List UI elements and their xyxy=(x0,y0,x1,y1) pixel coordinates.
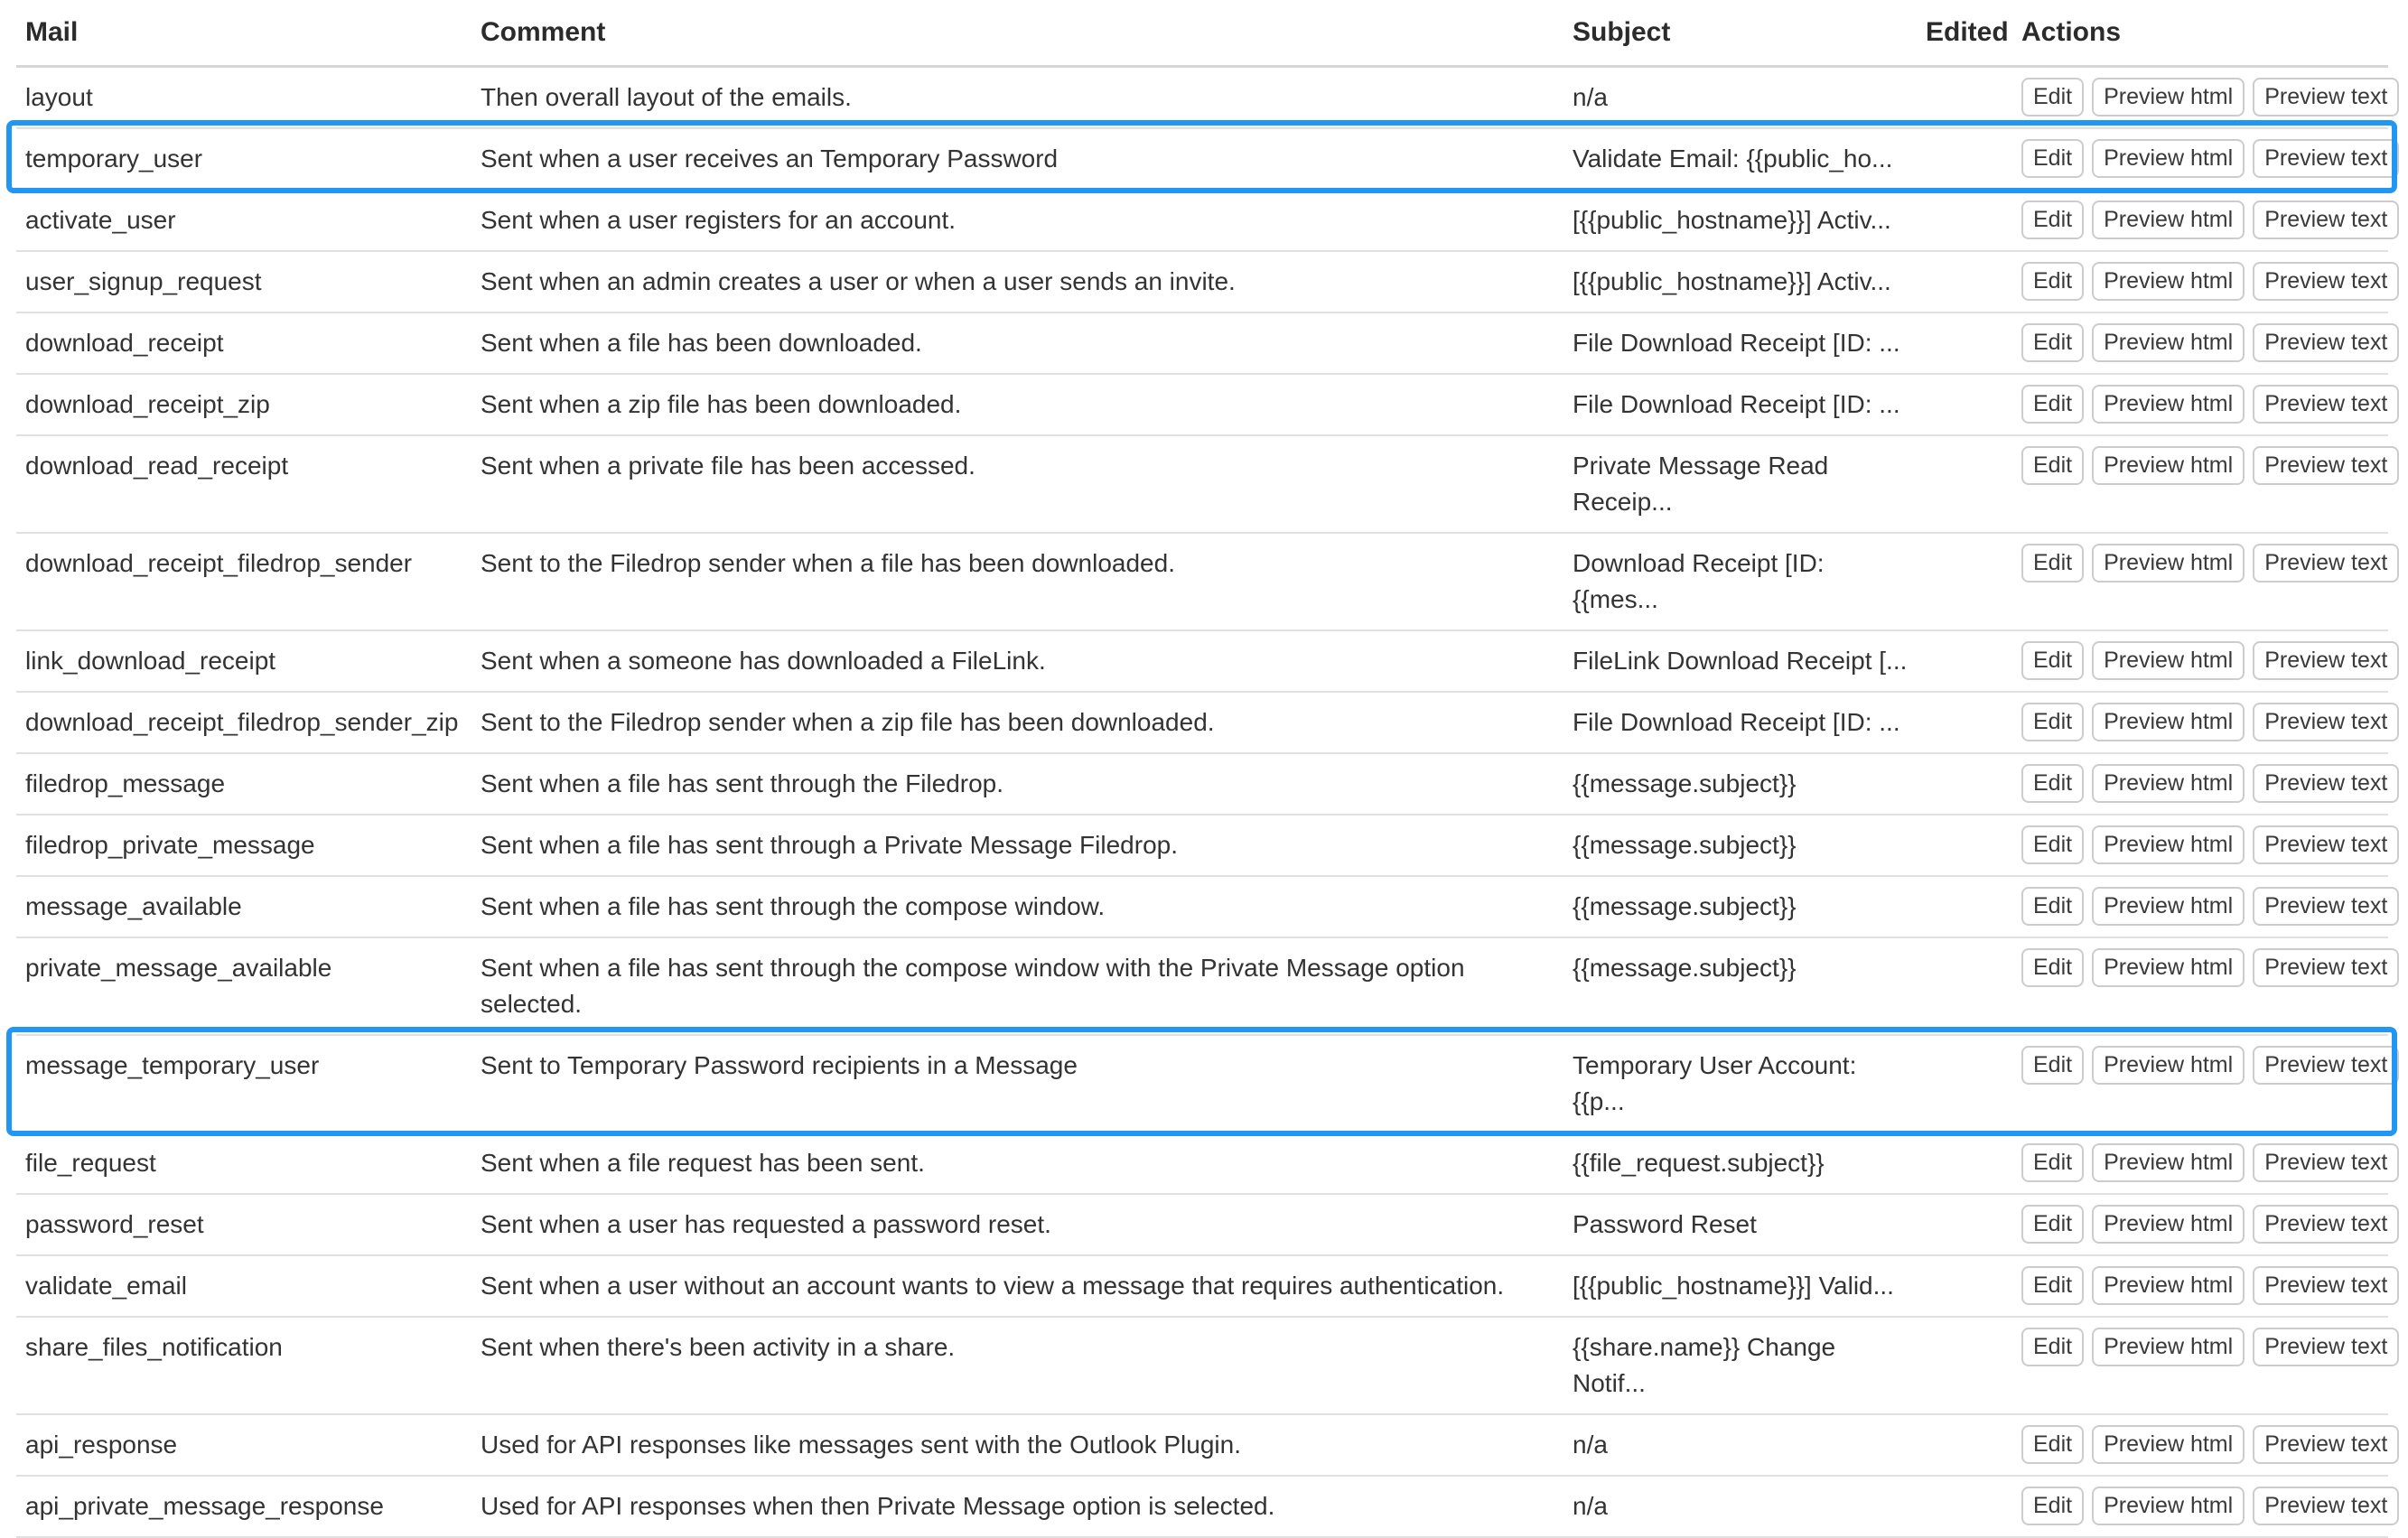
cell-mail: api_response xyxy=(25,1431,178,1459)
cell-mail: filedrop_message xyxy=(25,769,226,797)
cell-actions xyxy=(2012,436,2388,532)
cell-edited xyxy=(1917,129,2012,189)
edit-button[interactable]: Edit xyxy=(2021,1328,2084,1366)
table-row xyxy=(16,534,2388,631)
cell-actions xyxy=(2012,1256,2388,1316)
preview-html-button[interactable]: Preview html xyxy=(2092,948,2245,987)
table-row xyxy=(16,1415,2388,1477)
col-header-actions: Actions xyxy=(2021,17,2122,47)
table-row xyxy=(16,191,2388,252)
cell-subject: [{{public_hostname}}] Activ... xyxy=(1573,267,1891,295)
cell-comment: Sent to the Filedrop sender when a zip file has been downloaded. xyxy=(481,708,1215,736)
cell-edited xyxy=(1917,1036,2012,1132)
cell-subject: File Download Receipt [ID: ... xyxy=(1573,708,1900,736)
preview-text-button[interactable]: Preview text xyxy=(2253,1266,2399,1305)
preview-text-button[interactable]: Preview text xyxy=(2253,544,2399,583)
cell-actions xyxy=(2012,1318,2388,1413)
cell-comment: Then overall layout of the emails. xyxy=(481,83,852,111)
edit-button[interactable]: Edit xyxy=(2021,1143,2084,1182)
table-row xyxy=(16,1133,2388,1195)
edit-button[interactable]: Edit xyxy=(2021,446,2084,485)
edit-button[interactable]: Edit xyxy=(2021,1425,2084,1464)
edit-button[interactable]: Edit xyxy=(2021,764,2084,803)
cell-subject: Private Message Read Receip... xyxy=(1573,452,1829,516)
preview-html-button[interactable]: Preview html xyxy=(2092,1205,2245,1244)
cell-edited xyxy=(1917,877,2012,937)
edit-button[interactable]: Edit xyxy=(2021,641,2084,680)
preview-html-button[interactable]: Preview html xyxy=(2092,139,2245,178)
cell-comment: Sent to Temporary Password recipients in a Message xyxy=(481,1051,1078,1079)
preview-text-button[interactable]: Preview text xyxy=(2253,262,2399,301)
preview-html-button[interactable]: Preview html xyxy=(2092,825,2245,864)
table-row xyxy=(16,313,2388,375)
preview-html-button[interactable]: Preview html xyxy=(2092,385,2245,424)
cell-comment: Sent when a file has been downloaded. xyxy=(481,329,922,357)
preview-html-button[interactable]: Preview html xyxy=(2092,1328,2245,1366)
cell-actions xyxy=(2012,129,2388,189)
preview-text-button[interactable]: Preview text xyxy=(2253,1328,2399,1366)
preview-text-button[interactable]: Preview text xyxy=(2253,825,2399,864)
preview-text-button[interactable]: Preview text xyxy=(2253,887,2399,926)
cell-edited xyxy=(1917,1318,2012,1413)
cell-edited xyxy=(1917,252,2012,312)
cell-actions xyxy=(2012,631,2388,691)
cell-subject: Password Reset xyxy=(1573,1210,1757,1238)
cell-edited xyxy=(1917,436,2012,532)
cell-subject: {{message.subject}} xyxy=(1573,831,1797,859)
cell-actions xyxy=(2012,1477,2388,1536)
table-row xyxy=(16,1256,2388,1318)
cell-comment: Sent when a file has sent through the compose window with the Private Message option selected. xyxy=(481,954,1465,1018)
header-row xyxy=(16,0,2388,68)
cell-actions xyxy=(2012,534,2388,629)
cell-comment: Used for API responses when then Private Message option is selected. xyxy=(481,1492,1275,1520)
cell-actions xyxy=(2012,252,2388,312)
preview-html-button[interactable]: Preview html xyxy=(2092,887,2245,926)
table-row xyxy=(16,1477,2388,1538)
edit-button[interactable]: Edit xyxy=(2021,139,2084,178)
preview-html-button[interactable]: Preview html xyxy=(2092,323,2245,362)
cell-mail: download_receipt xyxy=(25,329,224,357)
cell-edited xyxy=(1917,191,2012,250)
col-header-edited: Edited xyxy=(1926,17,2009,47)
cell-mail: temporary_user xyxy=(25,144,203,172)
cell-comment: Sent when an admin creates a user or when a user sends an invite. xyxy=(481,267,1236,295)
edit-button[interactable]: Edit xyxy=(2021,1046,2084,1085)
cell-comment: Sent to the Filedrop sender when a file has been downloaded. xyxy=(481,549,1175,577)
cell-mail: link_download_receipt xyxy=(25,647,276,675)
cell-mail: download_read_receipt xyxy=(25,452,289,480)
cell-subject: Validate Email: {{public_ho... xyxy=(1573,144,1893,172)
preview-text-button[interactable]: Preview text xyxy=(2253,200,2399,239)
edit-button[interactable]: Edit xyxy=(2021,825,2084,864)
table-row xyxy=(16,816,2388,877)
cell-comment: Sent when a user has requested a password reset. xyxy=(481,1210,1051,1238)
cell-mail: message_available xyxy=(25,892,242,920)
cell-subject: [{{public_hostname}}] Activ... xyxy=(1573,206,1891,234)
cell-mail: user_signup_request xyxy=(25,267,262,295)
cell-edited xyxy=(1917,816,2012,875)
preview-html-button[interactable]: Preview html xyxy=(2092,641,2245,680)
preview-html-button[interactable]: Preview html xyxy=(2092,1046,2245,1085)
cell-actions xyxy=(2012,1195,2388,1254)
cell-edited xyxy=(1917,631,2012,691)
cell-comment: Sent when a file has sent through the compose window. xyxy=(481,892,1106,920)
edit-button[interactable]: Edit xyxy=(2021,703,2084,741)
cell-actions xyxy=(2012,1415,2388,1475)
preview-html-button[interactable]: Preview html xyxy=(2092,1266,2245,1305)
cell-edited xyxy=(1917,754,2012,814)
cell-edited xyxy=(1917,313,2012,373)
edit-button[interactable]: Edit xyxy=(2021,1205,2084,1244)
cell-actions xyxy=(2012,375,2388,434)
col-header-subject: Subject xyxy=(1573,17,1671,47)
cell-actions xyxy=(2012,1133,2388,1193)
preview-html-button[interactable]: Preview html xyxy=(2092,1487,2245,1525)
cell-edited xyxy=(1917,1415,2012,1475)
preview-html-button[interactable]: Preview html xyxy=(2092,446,2245,485)
table-row xyxy=(16,631,2388,693)
table-row xyxy=(16,1036,2388,1133)
cell-mail: share_files_notification xyxy=(25,1333,283,1361)
cell-mail: activate_user xyxy=(25,206,176,234)
edit-button[interactable]: Edit xyxy=(2021,262,2084,301)
cell-actions xyxy=(2012,754,2388,814)
cell-edited xyxy=(1917,375,2012,434)
table-row xyxy=(16,129,2388,191)
table-row xyxy=(16,375,2388,436)
table-row xyxy=(16,877,2388,938)
cell-subject: n/a xyxy=(1573,1431,1608,1459)
cell-edited xyxy=(1917,534,2012,629)
cell-comment: Sent when a file has sent through the Filedrop. xyxy=(481,769,1004,797)
preview-text-button[interactable]: Preview text xyxy=(2253,1425,2399,1464)
cell-mail: layout xyxy=(25,83,93,111)
edit-button[interactable]: Edit xyxy=(2021,887,2084,926)
edit-button[interactable]: Edit xyxy=(2021,948,2084,987)
cell-edited xyxy=(1917,1133,2012,1193)
cell-comment: Sent when a someone has downloaded a FileLink. xyxy=(481,647,1046,675)
cell-comment: Sent when a user receives an Temporary Password xyxy=(481,144,1059,172)
edit-button[interactable]: Edit xyxy=(2021,323,2084,362)
preview-html-button[interactable]: Preview html xyxy=(2092,1425,2245,1464)
cell-mail: private_message_available xyxy=(25,954,332,982)
cell-subject: n/a xyxy=(1573,83,1608,111)
edit-button[interactable]: Edit xyxy=(2021,200,2084,239)
cell-edited xyxy=(1917,938,2012,1034)
cell-mail: message_temporary_user xyxy=(25,1051,320,1079)
preview-text-button[interactable]: Preview text xyxy=(2253,703,2399,741)
preview-text-button[interactable]: Preview text xyxy=(2253,948,2399,987)
cell-mail: api_private_message_response xyxy=(25,1492,384,1520)
col-header-mail: Mail xyxy=(25,17,79,47)
cell-mail: file_request xyxy=(25,1149,156,1177)
preview-html-button[interactable]: Preview html xyxy=(2092,703,2245,741)
preview-text-button[interactable]: Preview text xyxy=(2253,323,2399,362)
table-body xyxy=(16,68,2388,1538)
cell-subject: {{message.subject}} xyxy=(1573,769,1797,797)
cell-comment: Sent when there's been activity in a share. xyxy=(481,1333,956,1361)
cell-mail: download_receipt_zip xyxy=(25,390,270,418)
cell-mail: download_receipt_filedrop_sender_zip xyxy=(25,708,459,736)
cell-subject: File Download Receipt [ID: ... xyxy=(1573,390,1900,418)
cell-edited xyxy=(1917,68,2012,127)
cell-mail: password_reset xyxy=(25,1210,204,1238)
cell-subject: Temporary User Account: {{p... xyxy=(1573,1051,1857,1115)
cell-actions xyxy=(2012,938,2388,1034)
preview-html-button[interactable]: Preview html xyxy=(2092,764,2245,803)
cell-actions xyxy=(2012,191,2388,250)
preview-text-button[interactable]: Preview text xyxy=(2253,641,2399,680)
preview-text-button[interactable]: Preview text xyxy=(2253,1205,2399,1244)
cell-comment: Sent when a file has sent through a Private Message Filedrop. xyxy=(481,831,1178,859)
preview-text-button[interactable]: Preview text xyxy=(2253,1487,2399,1525)
col-header-comment: Comment xyxy=(481,17,606,47)
table-row xyxy=(16,68,2388,129)
cell-actions xyxy=(2012,313,2388,373)
email-templates-table xyxy=(16,0,2388,1538)
cell-subject: {{file_request.subject}} xyxy=(1573,1149,1825,1177)
table-row xyxy=(16,938,2388,1036)
cell-comment: Sent when a zip file has been downloaded. xyxy=(481,390,962,418)
cell-comment: Sent when a user without an account wants to view a message that requires authentication. xyxy=(481,1272,1505,1300)
preview-html-button[interactable]: Preview html xyxy=(2092,1143,2245,1182)
cell-subject: {{message.subject}} xyxy=(1573,954,1797,982)
preview-text-button[interactable]: Preview text xyxy=(2253,1143,2399,1182)
preview-html-button[interactable]: Preview html xyxy=(2092,544,2245,583)
cell-actions xyxy=(2012,877,2388,937)
table-row xyxy=(16,693,2388,754)
cell-comment: Used for API responses like messages sent with the Outlook Plugin. xyxy=(481,1431,1241,1459)
table-row xyxy=(16,1195,2388,1256)
table-row xyxy=(16,436,2388,534)
edit-button[interactable]: Edit xyxy=(2021,1487,2084,1525)
cell-subject: FileLink Download Receipt [... xyxy=(1573,647,1908,675)
edit-button[interactable]: Edit xyxy=(2021,78,2084,117)
cell-mail: validate_email xyxy=(25,1272,187,1300)
preview-text-button[interactable]: Preview text xyxy=(2253,385,2399,424)
cell-mail: filedrop_private_message xyxy=(25,831,315,859)
cell-edited xyxy=(1917,1477,2012,1536)
table-row xyxy=(16,252,2388,313)
preview-text-button[interactable]: Preview text xyxy=(2253,446,2399,485)
edit-button[interactable]: Edit xyxy=(2021,1266,2084,1305)
cell-actions xyxy=(2012,1036,2388,1132)
edit-button[interactable]: Edit xyxy=(2021,544,2084,583)
cell-comment: Sent when a private file has been accessed. xyxy=(481,452,975,480)
cell-subject: Download Receipt [ID: {{mes... xyxy=(1573,549,1825,613)
preview-html-button[interactable]: Preview html xyxy=(2092,262,2245,301)
table-row xyxy=(16,1318,2388,1415)
cell-actions xyxy=(2012,693,2388,752)
preview-text-button[interactable]: Preview text xyxy=(2253,1046,2399,1085)
cell-subject: {{message.subject}} xyxy=(1573,892,1797,920)
cell-edited xyxy=(1917,1195,2012,1254)
edit-button[interactable]: Edit xyxy=(2021,385,2084,424)
cell-edited xyxy=(1917,693,2012,752)
table-row xyxy=(16,754,2388,816)
preview-html-button[interactable]: Preview html xyxy=(2092,200,2245,239)
cell-actions xyxy=(2012,816,2388,875)
preview-text-button[interactable]: Preview text xyxy=(2253,764,2399,803)
cell-comment: Sent when a file request has been sent. xyxy=(481,1149,925,1177)
cell-subject: {{share.name}} Change Notif... xyxy=(1573,1333,1836,1397)
cell-subject: File Download Receipt [ID: ... xyxy=(1573,329,1900,357)
cell-subject: [{{public_hostname}}] Valid... xyxy=(1573,1272,1894,1300)
cell-mail: download_receipt_filedrop_sender xyxy=(25,549,413,577)
cell-actions xyxy=(2012,68,2388,127)
cell-edited xyxy=(1917,1256,2012,1316)
preview-html-button[interactable]: Preview html xyxy=(2092,78,2245,117)
preview-text-button[interactable]: Preview text xyxy=(2253,139,2399,178)
cell-subject: n/a xyxy=(1573,1492,1608,1520)
cell-comment: Sent when a user registers for an account. xyxy=(481,206,957,234)
preview-text-button[interactable]: Preview text xyxy=(2253,78,2399,117)
